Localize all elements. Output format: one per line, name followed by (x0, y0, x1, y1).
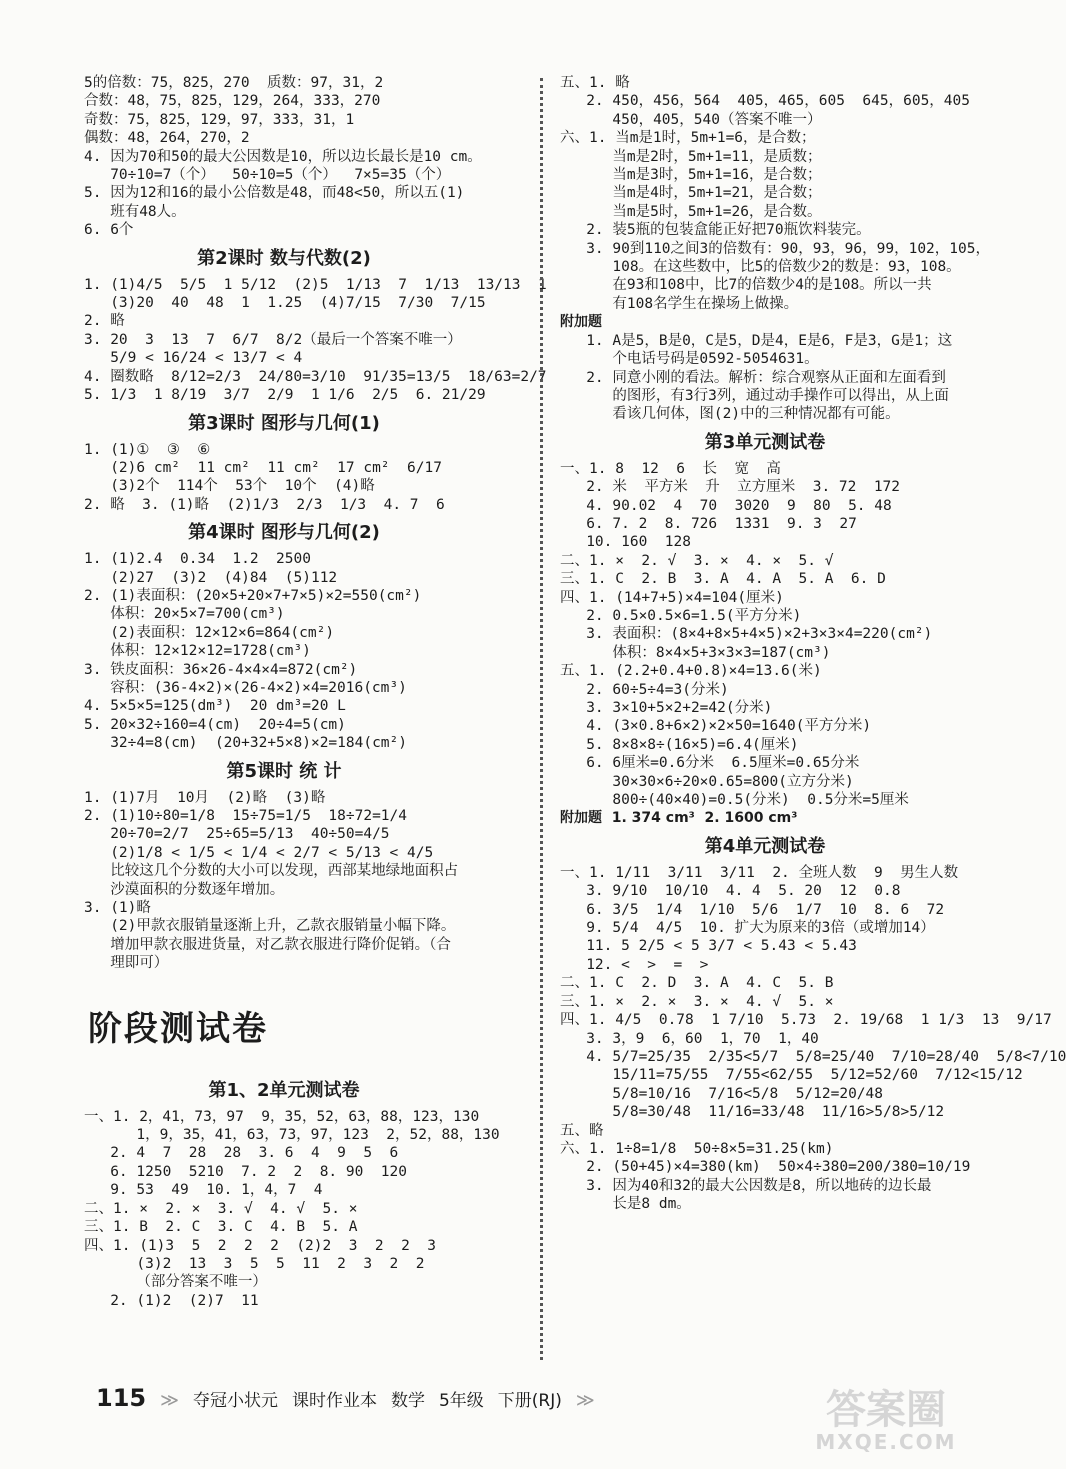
book-name: 课时作业本 (291, 1391, 377, 1411)
answer-line: 2. 略 (84, 313, 125, 330)
answer-line: 五、略 (560, 1122, 604, 1139)
answer-line: 11. 5 2/5 < 5 3/7 < 5.43 < 5.43 (560, 938, 857, 955)
answer-line: 9. 53 49 10. 1，4，7 4 (84, 1182, 323, 1199)
answer-line: 4. 因为70和50的最大公因数是10，所以边长最长是10 cm。 (84, 148, 482, 165)
bonus-heading: 附加题 1. 374 cm³ 2. 1600 cm³ (560, 810, 798, 827)
answer-line: 看该几何体，图(2)中的三种情况都有可能。 (560, 406, 900, 423)
answer-line: 108。在这些数中，比5的倍数少2的数是：93，108。 (560, 259, 961, 276)
page-footer (96, 1384, 595, 1412)
answer-line: 沙漠面积的分数逐年增加。 (84, 881, 285, 898)
answer-line: 6. 1250 5210 7. 2 2 8. 90 120 (84, 1163, 408, 1180)
answer-line: 当m是4时，5m+1=21，是合数； (560, 185, 822, 202)
answer-line: 1. (1)2.4 0.34 1.2 2500 (84, 551, 311, 568)
answer-line: 4. 5×5×5=125(dm³) 20 dm³=20 L (84, 698, 346, 715)
answer-line: 5. 因为12和16的最小公倍数是48，而48<50，所以五(1) (84, 185, 465, 202)
section-title: 第5课时 统 计 (226, 760, 342, 782)
answer-line: 5/8=30/48 11/16=33/48 11/16>5/8>5/12 (560, 1104, 945, 1121)
answer-line: 2. (1)10÷80=1/8 15÷75=1/5 18÷72=1/4 (84, 808, 408, 824)
answer-line: 30×30×6÷20×0.65=800(立方分米) (560, 773, 854, 790)
answer-line: 4. (3×0.8+6×2)×2×50=1640(平方分米) (560, 718, 872, 735)
volume: 下册(RJ) (497, 1391, 562, 1411)
answer-line: 5. 20×32÷160=4(cm) 20÷4=5(cm) (84, 716, 346, 733)
answer-line: 2. 450，456，564 405，465，605 645，605，405 (560, 93, 970, 110)
answer-line: 比较这几个分数的大小可以发现，西部某地绿地面积占 (84, 863, 459, 880)
answer-line: 四、1. (14+7+5)×4=104(厘米) (560, 589, 784, 606)
answer-line: 5的倍数：75，825，270 质数：97，31，2 (84, 75, 384, 91)
column-divider (540, 78, 543, 1360)
answer-line: 3. 3×10+5×2+2=42(分米) (560, 700, 773, 716)
answer-line: 2. (1)表面积：(20×5+20×7+7×5)×2=550(cm²) (84, 587, 422, 604)
answer-line: (2)表面积：12×12×6=864(cm²) (84, 624, 335, 641)
section-title: 第4课时 图形与几何(2) (188, 522, 380, 544)
section-title: 第3课时 图形与几何(1) (188, 412, 380, 434)
answer-line: (2)6 cm² 11 cm² 11 cm² 17 cm² 6/17 (84, 459, 442, 476)
answer-line: 五、1. (2.2+0.4+0.8)×4=13.6(米) (560, 663, 822, 680)
answer-line: 6. 6个 (84, 222, 134, 239)
answer-line: 2. 略 3. (1)略 (2)1/3 2/3 1/3 4. 7 6 (84, 496, 445, 513)
answer-line: 3. 9/10 10/10 4. 4 5. 20 12 0.8 (560, 883, 901, 900)
answer-line: 2. 60÷5÷4=3(分米) (560, 681, 729, 698)
answer-line: 一、1. 1/11 3/11 3/11 2. 全班人数 9 男生人数 (560, 864, 959, 881)
answer-line: 三、1. B 2. C 3. C 4. B 5. A (84, 1219, 358, 1236)
section-title: 第1、2单元测试卷 (208, 1079, 360, 1101)
answer-line: 5. 1/3 1 8/19 3/7 2/9 1 1/6 2/5 6. 21/29 (84, 387, 486, 404)
chevron-right-icon: ≫ (160, 1390, 179, 1411)
answer-line: 当m是2时，5m+1=11，是质数； (560, 148, 822, 165)
answer-line: (2)甲款衣服销量逐渐上升，乙款衣服销量小幅下降。 (84, 918, 456, 935)
answer-line: 1. (1)7月 10月 (2)略 (3)略 (84, 789, 326, 806)
answer-line: 9. 5/4 4/5 10. 扩大为原来的3倍（或增加14） (560, 920, 935, 937)
answer-line: 六、1. 当m是1时，5m+1=6，是合数； (560, 130, 816, 147)
answer-line: 体积：12×12×12=1728(cm³) (84, 643, 311, 660)
answer-line: 450，405，540（答案不唯一） (560, 111, 822, 128)
answer-line: (3)2个 114个 53个 10个 (4)略 (84, 478, 375, 495)
answer-line: （部分答案不唯一） (84, 1274, 267, 1291)
answer-line: 的图形，有3行3列，通过动手操作可以得出，从上面 (560, 387, 949, 404)
answer-line: 2. 装5瓶的包装盒能正好把70瓶饮料装完。 (560, 222, 871, 239)
answer-line: 6. 7. 2 8. 726 1331 9. 3 27 (560, 515, 857, 532)
answer-line: 体积：20×5×7=700(cm³) (84, 606, 285, 623)
answer-line: 4. 圈数略 8/12=2/3 24/80=3/10 91/35=13/5 18/63=2/7 (84, 368, 547, 385)
answer-line: 有108名学生在操场上做操。 (560, 295, 799, 312)
right-column (560, 74, 1066, 1214)
answer-line: 4. 5/7=25/35 2/35<5/7 5/8=25/40 7/10=28/40 5/8<7/10 (560, 1048, 1066, 1065)
answer-line: 个电话号码是0592-5054631。 (560, 351, 819, 368)
answer-line: 12. < > = > (560, 956, 709, 973)
answer-line: 2. (1)2 (2)7 11 (84, 1292, 259, 1309)
answer-line: 1. A是5，B是0，C是5，D是4，E是6，F是3，G是1；这 (560, 332, 953, 349)
answer-line: 长是8 dm。 (560, 1196, 691, 1213)
answer-line: 四、1. 4/5 0.78 1 7/10 5.73 2. 19/68 1 1/3 13 9/17 (560, 1012, 1052, 1029)
brand-name: 夺冠小状元 (192, 1391, 278, 1411)
answer-line: 5/9 < 16/24 < 13/7 < 4 (84, 350, 303, 367)
answer-line: 一、1. 2，41，73，97 9，35，52，63，88，123，130 (84, 1108, 480, 1125)
answer-line: 4. 90.02 4 70 3020 9 80 5. 48 (560, 497, 892, 514)
answer-line: 偶数：48，264，270，2 (84, 130, 250, 147)
answer-line: 二、1. × 2. √ 3. × 4. × 5. √ (560, 552, 834, 569)
answer-line: 班有48人。 (84, 203, 186, 220)
answer-line: 当m是3时，5m+1=16，是合数； (560, 167, 822, 184)
answer-line: 在93和108中，比7的倍数少4的是108。所以一共 (560, 277, 932, 294)
answer-line: 三、1. C 2. B 3. A 4. A 5. A 6. D (560, 571, 886, 588)
answer-line: 一、1. 8 12 6 长 宽 高 (560, 460, 781, 477)
part-title: 阶段测试卷 (88, 1008, 268, 1049)
answer-line: 32÷4=8(cm) (20+32+5×8)×2=184(cm²) (84, 735, 408, 752)
answer-line: 三、1. × 2. × 3. × 4. √ 5. × (560, 993, 834, 1010)
answer-line: 6. 6厘米=0.6分米 6.5厘米=0.65分米 (560, 755, 860, 772)
answer-line: 5. 8×8×8÷(16×5)=6.4(厘米) (560, 736, 799, 753)
answer-line: 3. 3，9 6，60 1，70 1，40 (560, 1030, 819, 1047)
answer-line: 四、1. (1)3 5 2 2 2 (2)2 3 2 2 3 (84, 1237, 437, 1254)
answer-line: 3. 铁皮面积：36×26-4×4×4=872(cm²) (84, 661, 358, 678)
answer-line: 2. (50+45)×4=380(km) 50×4÷380=200/380=10/19 (560, 1159, 971, 1176)
answer-line: 3. 因为40和32的最大公因数是8，所以地砖的边长最 (560, 1177, 932, 1194)
answer-line: 3. (1)略 (84, 900, 151, 917)
answer-line: 1. (1)4/5 5/5 1 5/12 (2)5 1/13 7 1/13 13/13 1 (84, 276, 547, 293)
subject: 数学 (390, 1391, 425, 1411)
bonus-heading: 附加题 (560, 314, 602, 331)
answer-line: (2)27 (3)2 (4)84 (5)112 (84, 569, 338, 586)
page-number: 115 (96, 1384, 147, 1412)
answer-line: 15/11=75/55 7/55<62/55 5/12=52/60 7/12<15/12 (560, 1067, 1023, 1084)
answer-line: 体积：8×4×5+3×3×3=187(cm³) (560, 644, 831, 661)
answer-line: 1，9，35，41，63，73，97，123 2，52，88，130 (84, 1127, 500, 1144)
chevron-right-icon: ≫ (575, 1390, 595, 1411)
answer-line: 增加甲款衣服进货量，对乙款衣服进行降价促销。（合 (84, 936, 451, 953)
answer-line: 二、1. C 2. D 3. A 4. C 5. B (560, 975, 834, 992)
answer-line: 10. 160 128 (560, 534, 691, 551)
answer-line: 奇数：75，825，129，97，333，31，1 (84, 111, 355, 128)
answer-line: 800÷(40×40)=0.5(分米) 0.5分米=5厘米 (560, 792, 909, 809)
answer-line: 理即可） (84, 955, 169, 972)
answer-line: (3)2 13 3 5 5 11 2 3 2 2 (84, 1255, 425, 1272)
watermark-url: MXQE.COM (815, 1430, 957, 1454)
answer-line: 当m是5时，5m+1=26，是合数。 (560, 203, 822, 220)
answer-line: 3. 表面积：(8×4+8×5+4×5)×2+3×3×4=220(cm²) (560, 626, 933, 643)
section-title: 第4单元测试卷 (704, 835, 826, 857)
answer-line: 20÷70=2/7 25÷65=5/13 40÷50=4/5 (84, 826, 390, 843)
answer-line: 六、1. 1÷8=1/8 50÷8×5=31.25(km) (560, 1140, 834, 1157)
answer-line: 1. (1)① ③ ⑥ (84, 441, 211, 458)
section-title: 第3单元测试卷 (704, 431, 826, 453)
answer-line: 70÷10=7（个） 50÷10=5（个） 7×5=35（个） (84, 167, 451, 184)
watermark-text: 答案圈 (826, 1387, 946, 1433)
answer-line: 6. 3/5 1/4 1/10 5/6 1/7 10 8. 6 72 (560, 901, 945, 918)
answer-line: (3)20 40 48 1 1.25 (4)7/15 7/30 7/15 (84, 295, 486, 312)
watermark-logo (786, 1387, 986, 1460)
answer-line: 5/8=10/16 7/16<5/8 5/12=20/48 (560, 1085, 884, 1102)
answer-line: 五、1. 略 (560, 75, 630, 91)
answer-line: 容积：(36-4×2)×(26-4×2)×4=2016(cm³) (84, 679, 407, 696)
answer-line: 3. 90到110之间3的倍数有：90，93，96，99，102，105， (560, 240, 990, 257)
left-column (84, 74, 547, 1310)
answer-line: 合数：48，75，825，129，264，333，270 (84, 93, 381, 110)
answer-line: 二、1. × 2. × 3. √ 4. √ 5. × (84, 1200, 358, 1217)
answer-line: 2. 同意小刚的看法。解析：综合观察从正面和左面看到 (560, 369, 946, 386)
grade: 5年级 (438, 1391, 484, 1411)
answer-line: 2. 米 平方米 升 立方厘米 3. 72 172 (560, 479, 901, 496)
answer-line: 3. 20 3 13 7 6/7 8/2（最后一个答案不唯一） (84, 331, 462, 348)
answer-line: (2)1/8 < 1/5 < 1/4 < 2/7 < 5/13 < 4/5 (84, 844, 434, 861)
answer-line: 2. 4 7 28 28 3. 6 4 9 5 6 (84, 1145, 399, 1162)
section-title: 第2课时 数与代数(2) (197, 247, 371, 269)
answer-line: 2. 0.5×0.5×6=1.5(平方分米) (560, 607, 802, 624)
